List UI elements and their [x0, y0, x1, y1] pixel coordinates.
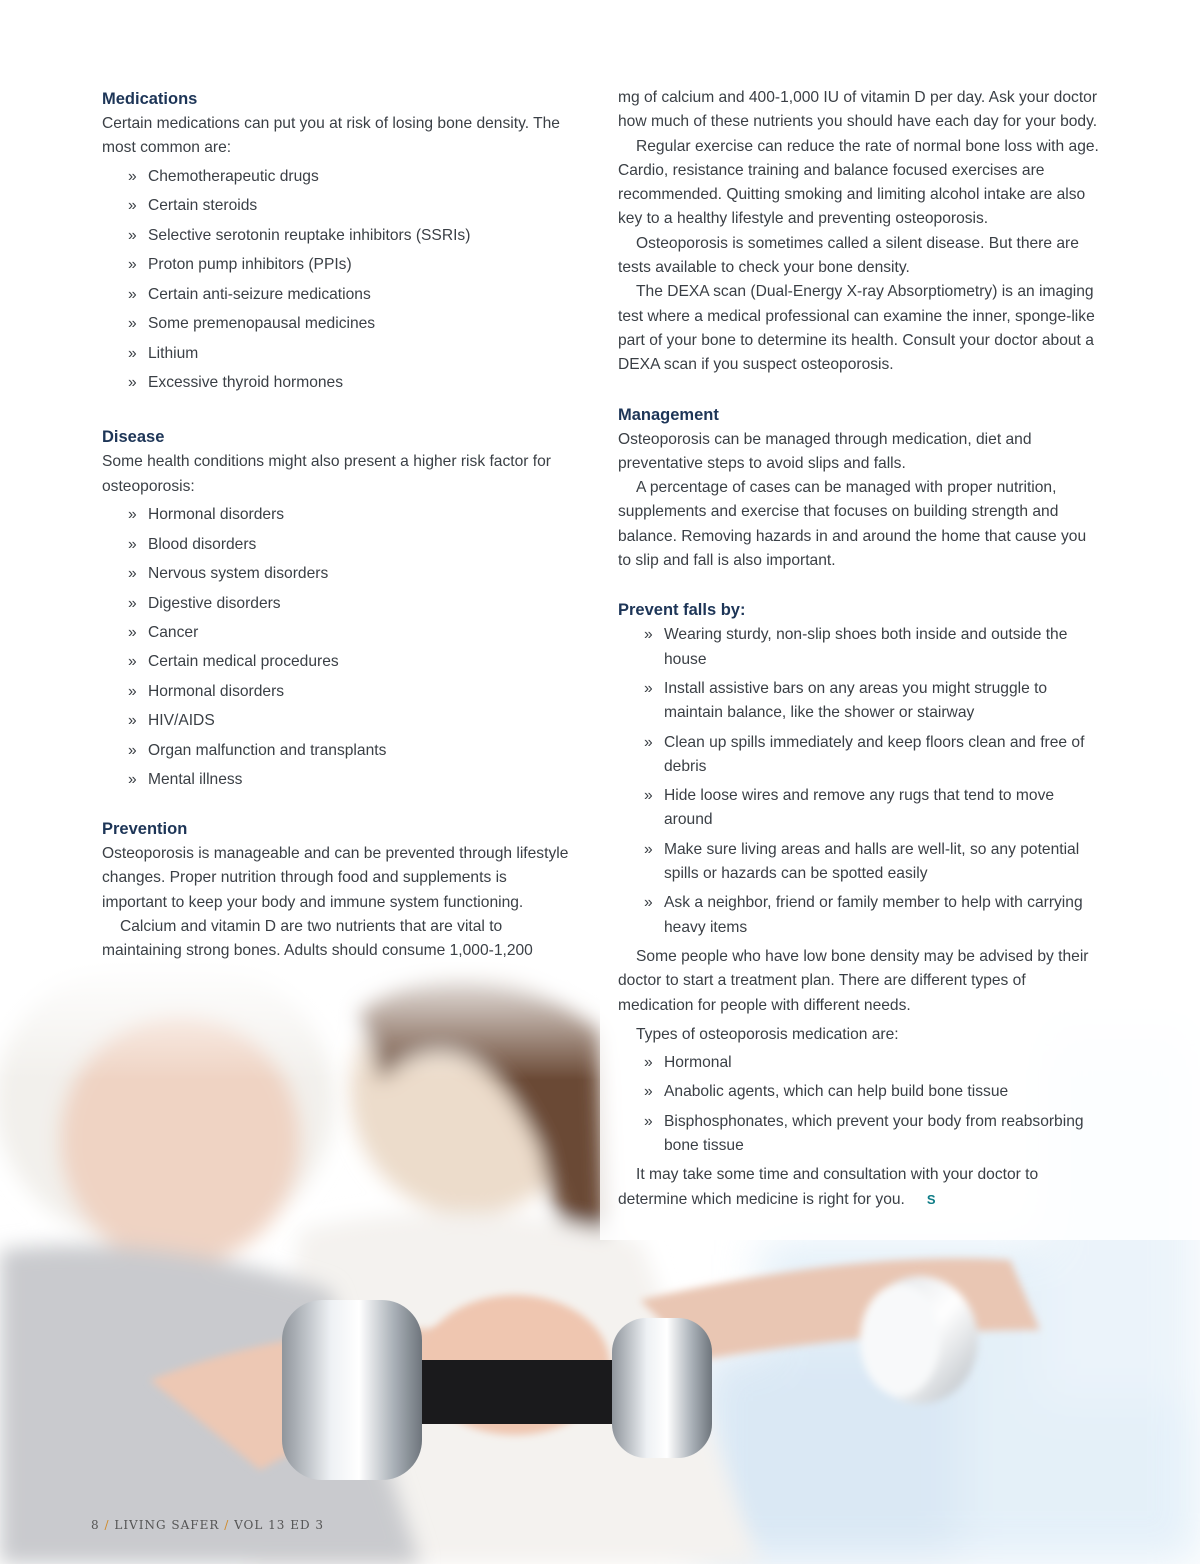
medications-heading: Medications [102, 90, 198, 108]
calcium-paragraph-continued: mg of calcium and 400-1,000 IU of vitamin D per day. Ask your doctor how much of these nutrients you should have each day for your body. [618, 89, 1098, 131]
list-item: » Excessive thyroid hormones [102, 371, 572, 395]
list-item: » Ask a neighbor, friend or family member to help with carrying heavy items [618, 891, 1100, 940]
disease-list [102, 503, 572, 793]
list-item: » Install assistive bars on any areas you might struggle to maintain balance, like the shower or stairway [618, 677, 1100, 726]
bullet-icon: » [644, 894, 653, 912]
management-section [618, 402, 1100, 574]
treatment-paragraph: Some people who have low bone density may be advised by their doctor to start a treatment plan. There are different types of medication for people with different needs. [618, 947, 1089, 1014]
medication-types-list [618, 1051, 1100, 1158]
page-number: 8 [91, 1518, 100, 1532]
list-item: » HIV/AIDS [102, 709, 572, 733]
bullet-icon: » [644, 1083, 653, 1101]
page-footer [91, 1518, 324, 1532]
list-item: » Certain anti-seizure medications [102, 283, 572, 307]
prevention-paragraph-2: Calcium and vitamin D are two nutrients that are vital to maintaining strong bones. Adults should consume 1,000-1,200 [102, 917, 533, 960]
prevention-paragraph-1: Osteoporosis is manageable and can be prevented through lifestyle changes. Proper nutrition through food and supplements is important to keep your body and immune system functioning. [102, 844, 569, 911]
list-item: » Hormonal [618, 1051, 1100, 1075]
list-item: » Hormonal disorders [102, 680, 572, 704]
list-item: » Chemotherapeutic drugs [102, 165, 572, 189]
list-item: » Mental illness [102, 768, 572, 792]
list-item: » Hormonal disorders [102, 503, 572, 527]
list-item: » Digestive disorders [102, 592, 572, 616]
bullet-icon: » [128, 506, 137, 524]
prevent-falls-section [618, 597, 1100, 940]
disease-heading: Disease [102, 428, 165, 447]
dexa-paragraph: The DEXA scan (Dual-Energy X-ray Absorptiometry) is an imaging test where a medical professional can examine the inner, sponge-like part of your bone to determine its health. Consult your doctor about a DEXA scan if you suspect osteoporosis. [618, 283, 1095, 374]
bullet-icon: » [128, 594, 137, 612]
prevention-heading: Prevention [102, 819, 188, 838]
list-item: » Certain steroids [102, 194, 572, 218]
management-heading: Management [618, 405, 719, 424]
issue-label: VOL 13 ED 3 [234, 1518, 325, 1532]
bullet-icon: » [128, 565, 137, 583]
footer-separator: / [224, 1518, 230, 1532]
list-item: » Certain medical procedures [102, 650, 572, 674]
list-item: » Anabolic agents, which can help build bone tissue [618, 1080, 1100, 1104]
bullet-icon: » [128, 226, 137, 244]
bullet-icon: » [128, 771, 137, 789]
prevention-section [102, 816, 572, 963]
bullet-icon: » [128, 344, 137, 362]
bullet-icon: » [128, 285, 137, 303]
management-paragraph-2: A percentage of cases can be managed with proper nutrition, supplements and exercise that focuses on building strength and balance. Removing hazards in and around the home that cause you to slip and fall is also important. [618, 479, 1087, 570]
final-paragraph: It may take some time and consultation with your doctor to determine which medicine is right for you. S [618, 1163, 1100, 1212]
bullet-icon: » [644, 840, 653, 858]
bullet-icon: » [644, 787, 653, 805]
right-column [618, 86, 1100, 1212]
management-paragraph-1: Osteoporosis can be managed through medication, diet and preventative steps to avoid slips and falls. [618, 430, 1032, 472]
disease-intro: Some health conditions might also present a higher risk factor for osteoporosis: [102, 453, 551, 495]
list-item: » Some premenopausal medicines [102, 312, 572, 336]
list-item: » Nervous system disorders [102, 562, 572, 586]
list-item: » Wearing sturdy, non-slip shoes both inside and outside the house [618, 623, 1100, 672]
list-item: » Blood disorders [102, 533, 572, 557]
bullet-icon: » [128, 624, 137, 641]
bullet-icon: » [644, 626, 653, 644]
list-item: » Clean up spills immediately and keep floors clean and free of debris [618, 731, 1100, 780]
exercise-paragraph: Regular exercise can reduce the rate of normal bone loss with age. Cardio, resistance training and balance focused exercises are recommended. Quitting smoking and limiting alcohol intake are also key to a healthy lifestyle and preventing osteoporosis. [618, 137, 1099, 228]
bullet-icon: » [128, 712, 137, 730]
bullet-icon: » [128, 741, 137, 759]
bullet-icon: » [128, 167, 137, 185]
bullet-icon: » [644, 1054, 653, 1072]
medication-types-intro: Types of osteoporosis medication are: [636, 1025, 899, 1043]
silent-disease-paragraph: Osteoporosis is sometimes called a silent disease. But there are tests available to check your bone density. [618, 234, 1079, 277]
list-item: » Make sure living areas and halls are well-lit, so any potential spills or hazards can be spotted easily [618, 838, 1100, 887]
bullet-icon: » [128, 256, 137, 274]
bullet-icon: » [128, 315, 137, 333]
prevent-falls-list [618, 623, 1100, 940]
medications-intro: Certain medications can put you at risk of losing bone density. The most common are: [102, 115, 560, 157]
publication-name: LIVING SAFER [114, 1518, 220, 1532]
list-item: » Cancer [102, 621, 572, 645]
end-mark-icon: S [926, 1191, 936, 1207]
prevent-falls-heading: Prevent falls by: [618, 601, 746, 620]
bullet-icon: » [128, 535, 137, 553]
bullet-icon: » [644, 679, 653, 697]
bullet-icon: » [128, 682, 137, 700]
list-item: » Selective serotonin reuptake inhibitors (SSRIs) [102, 224, 572, 248]
disease-section [102, 424, 572, 792]
left-column [102, 86, 572, 963]
bullet-icon: » [128, 197, 137, 215]
medications-list [102, 165, 572, 396]
medications-section [102, 86, 572, 395]
bullet-icon: » [128, 373, 137, 391]
bullet-icon: » [644, 1112, 653, 1130]
list-item: » Proton pump inhibitors (PPIs) [102, 253, 572, 277]
list-item: » Hide loose wires and remove any rugs that tend to move around [618, 784, 1100, 833]
bullet-icon: » [128, 653, 137, 671]
list-item: » Bisphosphonates, which prevent your body from reabsorbing bone tissue [618, 1110, 1100, 1159]
bullet-icon: » [644, 733, 653, 751]
footer-separator: / [104, 1518, 110, 1532]
list-item: » Lithium [102, 342, 572, 366]
list-item: » Organ malfunction and transplants [102, 739, 572, 763]
